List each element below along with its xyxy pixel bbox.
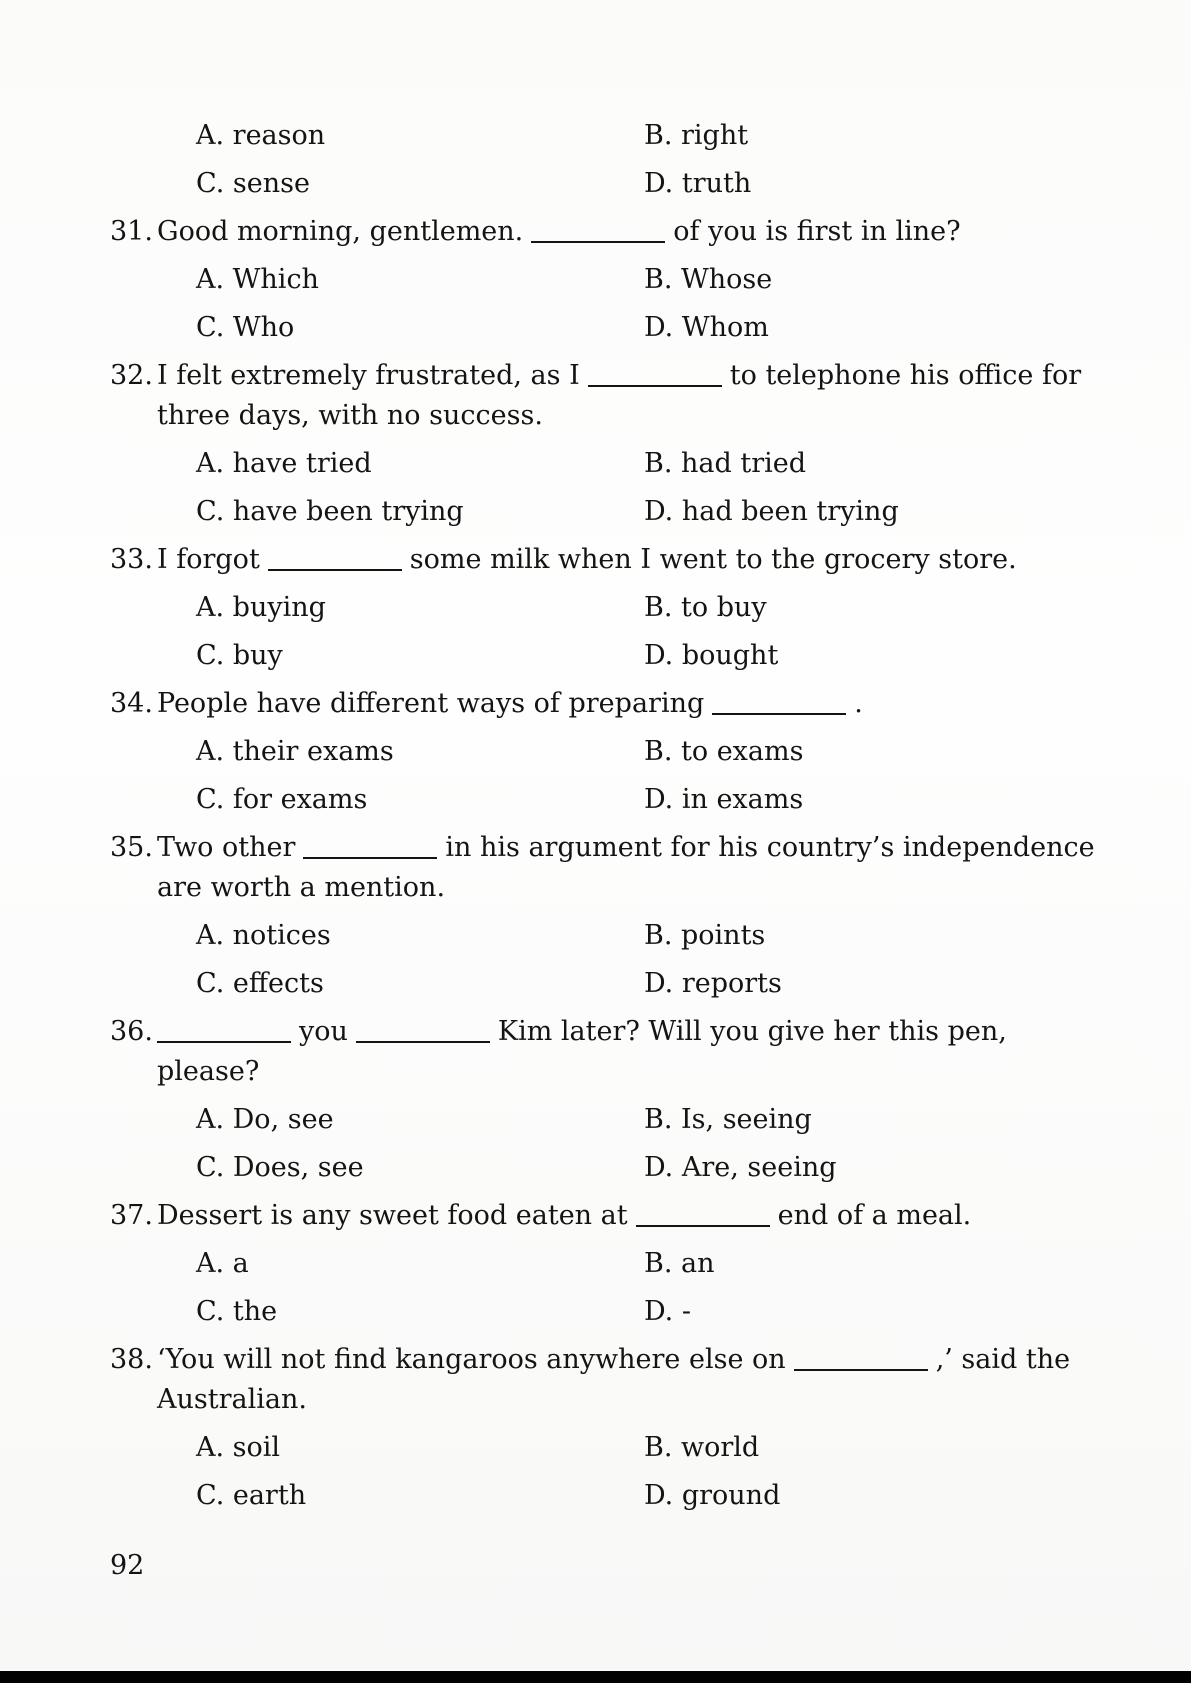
option-d: D. -	[644, 1296, 691, 1327]
option-d: D. Whom	[644, 312, 769, 343]
question-31-options-row-2	[0, 308, 1191, 348]
question-number: 33.	[110, 544, 153, 575]
option-a: A. their exams	[196, 736, 394, 767]
option-b: B. Whose	[644, 264, 773, 295]
question-34-stem	[0, 684, 1191, 724]
question-38-stem-continued	[0, 1380, 1191, 1420]
question-text: ‘You will not find kangaroos anywhere else on ,’ said the	[157, 1344, 1071, 1375]
question-number: 31.	[110, 216, 153, 247]
question-33-options-row-2	[0, 636, 1191, 676]
question-text: People have different ways of preparing .	[157, 688, 863, 719]
option-d: D. truth	[644, 168, 752, 199]
option-a: A. soil	[196, 1432, 281, 1463]
question-35-options-row-2	[0, 964, 1191, 1004]
option-b: B. world	[644, 1432, 760, 1463]
option-b: B. an	[644, 1248, 715, 1279]
question-text: Good morning, gentlemen. of you is first in line?	[157, 216, 961, 247]
answer-blank	[712, 686, 846, 715]
question-text-continued: are worth a mention.	[157, 872, 446, 903]
question-text: I forgot some milk when I went to the grocery store.	[157, 544, 1017, 575]
option-a: A. Do, see	[196, 1104, 334, 1135]
question-38-options-row-1	[0, 1428, 1191, 1468]
question-31-stem	[0, 212, 1191, 252]
answer-blank	[531, 214, 665, 243]
question-text-continued: Australian.	[157, 1384, 307, 1415]
option-b: B. Is, seeing	[644, 1104, 812, 1135]
option-a: A. notices	[196, 920, 331, 951]
option-c: C. buy	[196, 640, 283, 671]
question-32-options-row-1	[0, 444, 1191, 484]
question-text-continued: three days, with no success.	[157, 400, 543, 431]
option-c: C. Does, see	[196, 1152, 364, 1183]
question-37-options-row-2	[0, 1292, 1191, 1332]
answer-blank	[636, 1198, 770, 1227]
question-number: 35.	[110, 832, 153, 863]
option-a: A. a	[196, 1248, 249, 1279]
answer-blank	[588, 358, 722, 387]
option-b: B. to buy	[644, 592, 767, 623]
question-36-options-row-1	[0, 1100, 1191, 1140]
question-number: 38.	[110, 1344, 153, 1375]
question-34-options-row-1	[0, 732, 1191, 772]
option-c: C. earth	[196, 1480, 307, 1511]
question-text: you Kim later? Will you give her this pen,	[157, 1012, 1007, 1052]
question-36-stem	[0, 1012, 1191, 1052]
scan-edge	[0, 1671, 1191, 1683]
question-38-stem	[0, 1340, 1191, 1380]
question-text-continued: please?	[157, 1056, 260, 1087]
question-35-stem-continued	[0, 868, 1191, 908]
question-35-stem	[0, 828, 1191, 868]
option-c: C. effects	[196, 968, 324, 999]
page-number: 92	[110, 1550, 145, 1581]
option-d: D. had been trying	[644, 496, 899, 527]
question-text: Dessert is any sweet food eaten at end of a meal.	[157, 1200, 972, 1231]
question-31-options-row-1	[0, 260, 1191, 300]
answer-blank	[356, 1014, 490, 1043]
question-35-options-row-1	[0, 916, 1191, 956]
answer-blank	[794, 1342, 928, 1371]
option-c: C. sense	[196, 168, 310, 199]
question-text: I felt extremely frustrated, as I to telephone his office for	[157, 360, 1082, 391]
option-a: A. buying	[196, 592, 326, 623]
question-38-options-row-2	[0, 1476, 1191, 1516]
option-c: C. for exams	[196, 784, 368, 815]
option-d: D. in exams	[644, 784, 804, 815]
option-c: C. Who	[196, 312, 295, 343]
option-a: A. Which	[196, 264, 319, 295]
q30-options-row-1	[0, 116, 1191, 156]
question-text: Two other in his argument for his country’s independence	[157, 832, 1095, 863]
option-d: D. reports	[644, 968, 782, 999]
answer-blank	[157, 1014, 291, 1043]
option-b: B. had tried	[644, 448, 807, 479]
question-32-options-row-2	[0, 492, 1191, 532]
option-c: C. have been trying	[196, 496, 464, 527]
option-d: D. Are, seeing	[644, 1152, 837, 1183]
question-34-options-row-2	[0, 780, 1191, 820]
question-33-options-row-1	[0, 588, 1191, 628]
question-36-options-row-2	[0, 1148, 1191, 1188]
question-number: 37.	[110, 1200, 153, 1231]
question-32-stem-continued	[0, 396, 1191, 436]
option-c: C. the	[196, 1296, 278, 1327]
question-37-options-row-1	[0, 1244, 1191, 1284]
option-a: A. reason	[196, 120, 326, 151]
option-b: B. to exams	[644, 736, 804, 767]
q30-options-row-2	[0, 164, 1191, 204]
option-d: D. ground	[644, 1480, 781, 1511]
question-number: 34.	[110, 688, 153, 719]
option-d: D. bought	[644, 640, 779, 671]
question-32-stem	[0, 356, 1191, 396]
answer-blank	[268, 542, 402, 571]
question-33-stem	[0, 540, 1191, 580]
question-36-stem-continued	[0, 1052, 1191, 1092]
option-a: A. have tried	[196, 448, 372, 479]
question-37-stem	[0, 1196, 1191, 1236]
question-number: 32.	[110, 360, 153, 391]
option-b: B. points	[644, 920, 766, 951]
option-b: B. right	[644, 120, 749, 151]
answer-blank	[303, 830, 437, 859]
question-number: 36.	[110, 1016, 153, 1047]
